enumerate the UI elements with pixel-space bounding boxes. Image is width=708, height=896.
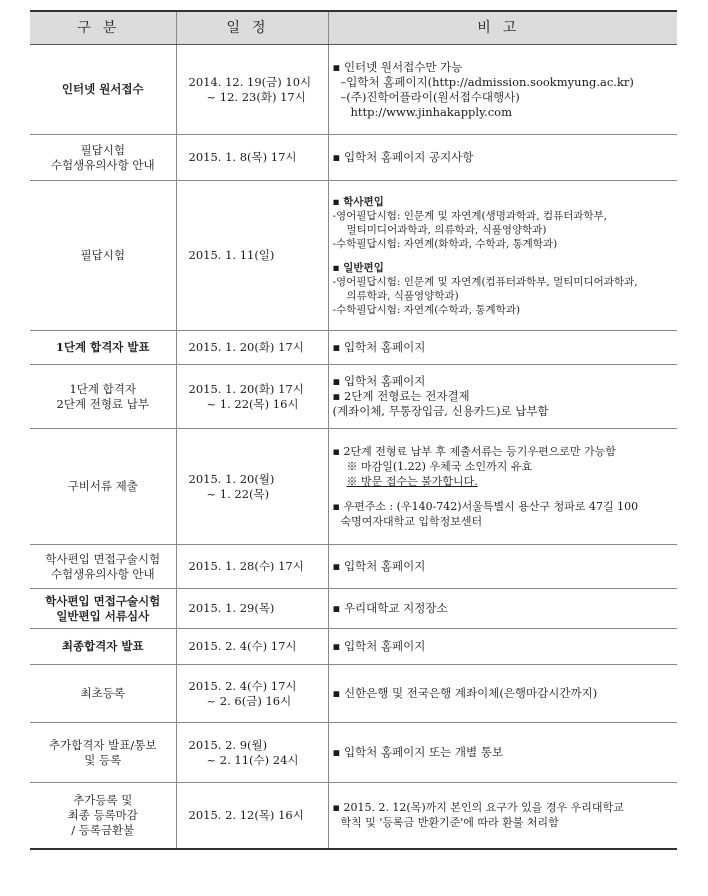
- schedule-table-wrapper: [30, 10, 677, 850]
- row-label: 추가합격자 발표/통보 및 등록: [30, 723, 176, 783]
- row-label: 학사편입 면접구술시험 수험생유의사항 안내: [30, 545, 176, 589]
- row-label: 필답시험 수험생유의사항 안내: [30, 135, 176, 181]
- header-category: 구분: [30, 11, 176, 45]
- row-schedule: 2015. 1. 20(화) 17시: [176, 331, 328, 365]
- table-row: [30, 135, 677, 181]
- table-row: [30, 783, 677, 849]
- row-schedule: 2015. 1. 20(화) 17시 ~ 1. 22(목) 16시: [176, 365, 328, 429]
- row-remarks: ▪ 입학처 홈페이지 ▪ 2단계 전형료는 전자결제 (계좌이체, 무통장입금, 신용카드)로 납부함: [328, 365, 677, 429]
- table-row: [30, 365, 677, 429]
- header-remarks: 비고: [328, 11, 677, 45]
- row-remarks: ▪ 우리대학교 지정장소: [328, 589, 677, 629]
- row-schedule: 2015. 1. 28(수) 17시: [176, 545, 328, 589]
- row-schedule: 2015. 1. 20(월) ~ 1. 22(목): [176, 429, 328, 545]
- row-remarks: ▪ 입학처 홈페이지: [328, 331, 677, 365]
- table-row: [30, 429, 677, 545]
- row-remarks: ▪ 입학처 홈페이지: [328, 629, 677, 665]
- row-label: 구비서류 제출: [30, 429, 176, 545]
- table-row: [30, 181, 677, 331]
- row-remarks: ▪ 인터넷 원서접수만 가능 –입학처 홈페이지(http://admission.sookmyung.ac.kr) –(주)진학어플라이(원서접수대행사) http://www.jinhakapply.com: [328, 45, 677, 135]
- table-row: [30, 589, 677, 629]
- row-remarks: ▪ 2015. 2. 12(목)까지 본인의 요구가 있을 경우 우리대학교 학칙 및 '등록금 반환기준'에 따라 환불 처리함: [328, 783, 677, 849]
- table-row: [30, 665, 677, 723]
- table-row: [30, 45, 677, 135]
- row-schedule: 2015. 2. 4(수) 17시 ~ 2. 6(금) 16시: [176, 665, 328, 723]
- table-row: [30, 629, 677, 665]
- row-schedule: 2015. 2. 12(목) 16시: [176, 783, 328, 849]
- row-label: 학사편입 면접구술시험 일반편입 서류심사: [30, 589, 176, 629]
- table-row: [30, 545, 677, 589]
- row-schedule: 2015. 1. 29(목): [176, 589, 328, 629]
- row-schedule: 2015. 2. 9(월) ~ 2. 11(수) 24시: [176, 723, 328, 783]
- row-label: 최종합격자 발표: [30, 629, 176, 665]
- table-row: [30, 331, 677, 365]
- row-remarks: ▪ 학사편입 -영어필답시험: 인문계 및 자연계(생명과학과, 컴퓨터과학부, 멀티미디어과학과, 의류학과, 식품영양학과) -수학필답시험: 자연계(화학과, 수학과, 통계학과) ▪ 일반편입 -영어필답시험: 인문계 및 자연계(컴퓨터과학부, 멀티미디어과학과, 의류학과, 식품영양학과) -수학필답시험: 자연계(수학과, 통계학과): [328, 181, 677, 331]
- row-remarks: ▪ 신한은행 및 전국은행 계좌이체(은행마감시간까지): [328, 665, 677, 723]
- row-label: 필답시험: [30, 181, 176, 331]
- table-row: [30, 723, 677, 783]
- row-label: 1단계 합격자 발표: [30, 331, 176, 365]
- row-remarks: ▪ 입학처 홈페이지: [328, 545, 677, 589]
- row-schedule: 2015. 1. 11(일): [176, 181, 328, 331]
- row-schedule: 2014. 12. 19(금) 10시 ~ 12. 23(화) 17시: [176, 45, 328, 135]
- row-schedule: 2015. 1. 8(목) 17시: [176, 135, 328, 181]
- admission-schedule-table: [30, 10, 677, 850]
- row-label: 인터넷 원서접수: [30, 45, 176, 135]
- row-label: 1단계 합격자 2단계 전형료 납부: [30, 365, 176, 429]
- row-remarks: ▪ 입학처 홈페이지 공지사항: [328, 135, 677, 181]
- row-remarks: ▪ 입학처 홈페이지 또는 개별 통보: [328, 723, 677, 783]
- row-remarks: ▪ 2단계 전형료 납부 후 제출서류는 등기우편으로만 가능함 ※ 마감일(1.22) 우체국 소인까지 유효 ※ 방문 접수는 불가합니다. ▪ 우편주소 : (우140-742)서울특별시 용산구 청파로 47길 100 숙명여자대학교 입학정보센터: [328, 429, 677, 545]
- row-schedule: 2015. 2. 4(수) 17시: [176, 629, 328, 665]
- header-schedule: 일정: [176, 11, 328, 45]
- table-header-row: [30, 11, 677, 45]
- row-label: 추가등록 및 최종 등록마감 / 등록금환불: [30, 783, 176, 849]
- row-label: 최초등록: [30, 665, 176, 723]
